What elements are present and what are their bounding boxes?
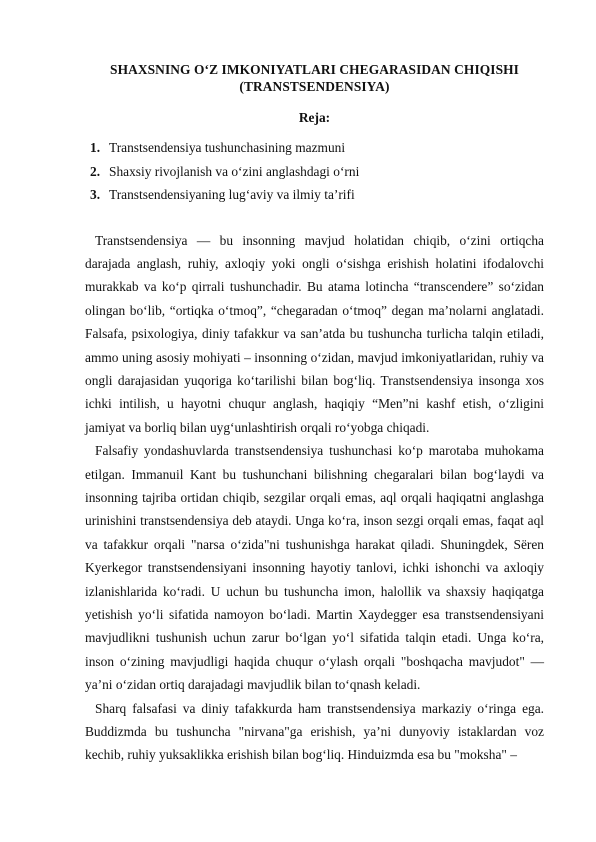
paragraph-philosophy: Falsafiy yondashuvlarda transtsendensiya tushunchasi ko‘p marotaba muhokama etilgan. Immanuil Kant bu tushunchani bilishning chegaralari bilan bog‘laydi va insonning tajriba ortidan chiqib, sezgilar orqali emas, aql orqali haqiqatni anglashga urinishini transtsendensiya deb ataydi. Unga ko‘ra, inson sezgi orqali emas, faqat aql va tafakkur orqali "narsa o‘zida"ni tushunishga harakat qiladi. Shuningdek, Sёren Kyerkegor transtsendensiyani insonning hayotiy tanlovi, ichki ishonchi va axloqiy izlanishlarida ko‘radi. U uchun bu tushuncha imon, halollik va shaxsiy haqiqatga yetishish yo‘li sifatida namoyon bo‘ladi. Martin Xaydegger esa transtsendensiyani mavjudlikni tushunish uchun zarur bo‘lgan yo‘l sifatida talqin etadi. Unga ko‘ra, inson o‘zining mavjudligi haqida chuqur o‘ylash orqali "boshqacha mavjudot" — ya’ni o‘zidan ortiq darajadagi mavjudlik bilan to‘qnash keladi. [85, 443, 544, 693]
title-line-2: (TRANSTSENDENSIYA) [239, 79, 390, 94]
plan-item [90, 160, 544, 184]
plan-item-number: 3. [90, 187, 101, 202]
plan-item-number: 2. [90, 163, 101, 179]
plan-heading: Reja: [298, 110, 331, 125]
title-line-1: SHAXSNING O‘Z IMKONIYATLARI CHEGARASIDAN CHIQISHI [110, 62, 519, 77]
paragraph-definition: Transtsendensiya — bu insonning mavjud holatidan chiqib, o‘zini ortiqcha darajada anglash, ruhiy, axloqiy yoki ongli o‘sishga erishish holatini ifodalovchi murakkab va ko‘p qirrali tushunchadir. Bu atama lotincha “transcendere” so‘zidan olingan bo‘lib, “ortiqka o‘tmoq”, “chegaradan o‘tmoq” degan ma’nolarni anglatadi. Falsafa, psixologiya, diniy tafakkur va san’atda bu tushuncha turlicha talqin etiladi, ammo uning asosiy mohiyati – insonning o‘zidan, mavjud imkoniyatlaridan, ruhiy va ongli darajasidan yuqoriga ko‘tarilishi bilan bog‘liq. Transtsendensiya insonga xos ichki intilish, u hayotni chuqur anglash, haqiqiy “Men”ni kashf etish, o‘zligini jamiyat va borliq bilan uyg‘unlashtirish orqali ro‘yobga chiqadi. [85, 232, 544, 435]
body-text [85, 229, 544, 767]
plan-list [85, 136, 544, 207]
plan-item [90, 136, 544, 160]
plan-item-text: Transtsendensiyaning lug‘aviy va ilmiy ta’rifi [109, 187, 355, 202]
plan-item [90, 183, 544, 207]
plan-item-text: Transtsendensiya tushunchasining mazmuni [109, 140, 346, 155]
document-title [85, 61, 544, 95]
paragraph-eastern: Sharq falsafasi va diniy tafakkurda ham transtsendensiya markaziy o‘ringa ega. Buddizmda bu tushuncha "nirvana"ga erishish, ya’ni dunyoviy istaklardan voz kechib, ruhiy yuksaklikka erishish bilan bog‘liq. Hinduizmda esa bu "moksha" – [85, 700, 544, 763]
plan-item-text: Shaxsiy rivojlanish va o‘zini anglashdagi o‘rni [109, 163, 360, 179]
plan-item-number: 1. [90, 140, 101, 155]
